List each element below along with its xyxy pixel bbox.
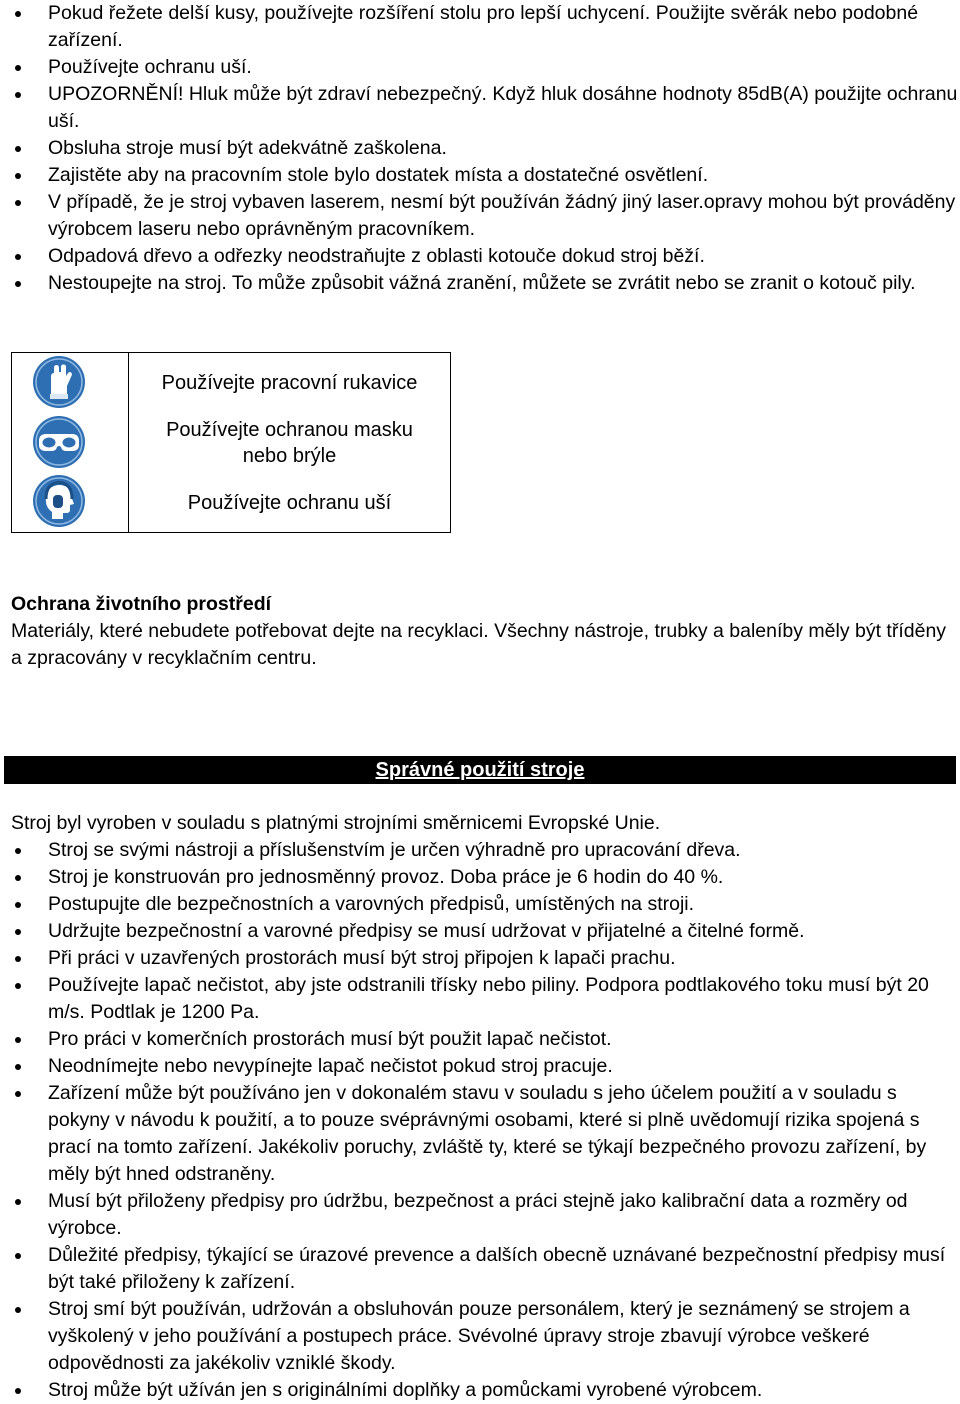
list-item: Nestoupejte na stroj. To může způsobit vážná zranění, můžete se zvrátit nebo se zranit o kotouč pily.	[0, 270, 958, 297]
list-item: Zařízení může být používáno jen v dokonalém stavu v souladu s jeho účelem použití a v souladu s pokyny v návodu k použití, a to pouze svéprávnými osobami, které si plně uvědomují rizika spojená s prací na tomto zařízení. Jakékoliv poruchy, zvláště ty, které se týkají bezpečného provozu zařízení, by měly být hned odstraněny.	[0, 1080, 958, 1188]
safety-bullet-list	[0, 0, 958, 297]
ppe-ears-text: Používejte ochranu uší	[187, 492, 392, 514]
ppe-icon-column	[12, 353, 129, 532]
list-item: V případě, že je stroj vybaven laserem, nesmí být používán žádný jiný laser.opravy mohou být prováděny výrobcem laseru nebo oprávněným pracovníkem.	[0, 189, 958, 243]
gloves-icon	[32, 355, 86, 409]
list-item: Stroj je konstruován pro jednosměnný provoz. Doba práce je 6 hodin do 40 %.	[0, 864, 958, 891]
ppe-table	[11, 352, 451, 533]
ppe-mask-line: Používejte ochranou masku	[166, 419, 413, 441]
list-item: Stroj může být užíván jen s originálními doplňky a pomůckami vyrobené výrobcem.	[0, 1377, 958, 1404]
section-heading-bar	[4, 756, 956, 784]
list-item: Pro práci v komerčních prostorách musí být použit lapač nečistot.	[0, 1026, 958, 1053]
list-item: Neodnímejte nebo nevypínejte lapač nečistot pokud stroj pracuje.	[0, 1053, 958, 1080]
list-item: Odpadová dřevo a odřezky neodstraňujte z oblasti kotouče dokud stroj běží.	[0, 243, 958, 270]
list-item: Postupujte dle bezpečnostních a varovných předpisů, umístěných na stroji.	[0, 891, 958, 918]
list-item: Udržujte bezpečnostní a varovné předpisy se musí udržovat v přijatelné a čitelné formě.	[0, 918, 958, 945]
list-item: Stroj smí být používán, udržován a obsluhován pouze personálem, který je seznámený se strojem a vyškolený v jeho používání a postupech práce. Svévolné úpravy stroje zbavují výrobce veškeré odpovědnosti za jakékoliv vzniklé škody.	[0, 1296, 958, 1377]
ppe-gloves-text: Používejte pracovní rukavice	[161, 372, 418, 394]
list-item: Při práci v uzavřených prostorách musí být stroj připojen k lapači prachu.	[0, 945, 958, 972]
intro-text: Stroj byl vyroben v souladu s platnými strojními směrnicemi Evropské Unie.	[11, 812, 661, 834]
environment-title: Ochrana životního prostředí	[11, 593, 272, 615]
list-item: Pokud řežete delší kusy, používejte rozšíření stolu pro lepší uchycení. Použijte svěrák nebo podobné zařízení.	[0, 0, 958, 54]
correct-use-bullet-list	[0, 837, 958, 1404]
ppe-mask-text	[129, 417, 450, 469]
list-item: Důležité předpisy, týkající se úrazové prevence a dalších obecně uznávané bezpečnostní předpisy musí být také přiloženy k zařízení.	[0, 1242, 958, 1296]
environment-text: Materiály, které nebudete potřebovat dejte na recyklaci. Všechny nástroje, trubky a baleníby měly být tříděny a zpracovány v recyklačním centru.	[11, 620, 947, 669]
list-item: Zajistěte aby na pracovním stole bylo dostatek místa a dostatečné osvětlení.	[0, 162, 958, 189]
list-item: Obsluha stroje musí být adekvátně zaškolena.	[0, 135, 958, 162]
ear-protection-icon	[32, 474, 86, 528]
goggles-icon	[32, 415, 86, 469]
section-heading: Správné použití stroje	[375, 759, 585, 781]
list-item: Stroj se svými nástroji a příslušenstvím je určen výhradně pro upracování dřeva.	[0, 837, 958, 864]
ppe-mask-line: nebo brýle	[242, 445, 337, 467]
list-item: Musí být přiloženy předpisy pro údržbu, bezpečnost a práci stejně jako kalibrační data a rozměry od výrobce.	[0, 1188, 958, 1242]
list-item: UPOZORNĚNÍ! Hluk může být zdraví nebezpečný. Když hluk dosáhne hodnoty 85dB(A) použijte ochranu uší.	[0, 81, 958, 135]
list-item: Používejte lapač nečistot, aby jste odstranili třísky nebo piliny. Podpora podtlakového toku musí být 20 m/s. Podtlak je 1200 Pa.	[0, 972, 958, 1026]
list-item: Používejte ochranu uší.	[0, 54, 958, 81]
